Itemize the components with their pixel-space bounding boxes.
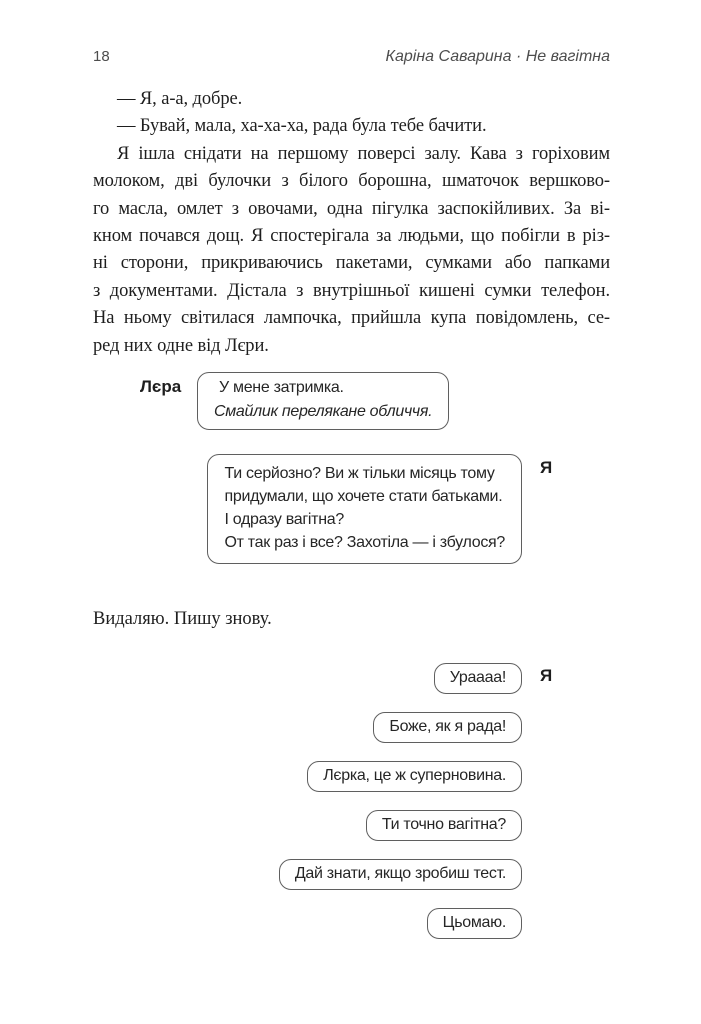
paragraph-line: кном почався дощ. Я спостерігала за людьми, що побігли в різ- [93, 226, 610, 247]
chat-bubble-short [434, 663, 522, 694]
paragraph-line: з документами. Дістала з внутрішньої кишені сумки телефон. [93, 280, 610, 301]
chat-bubble-short [307, 761, 522, 792]
bubble-text-line: І одразу вагітна? [224, 511, 344, 528]
chat-bubble-short [373, 712, 522, 743]
paragraph-line: ред них одне від Лєри. [93, 335, 269, 356]
bubble-text-line: Цьомаю. [442, 914, 506, 931]
chat-sender-label-me: Я [540, 458, 553, 477]
bubble-text-line: Лєрка, це ж суперновина. [323, 767, 506, 784]
bubble-text-line: Ураааа! [449, 669, 506, 686]
chat-bubble-short [279, 859, 522, 890]
chat-message-column [279, 663, 522, 939]
bubble-text-line: Ти серйозно? Ви ж тільки місяць тому [224, 465, 495, 482]
chat-bubble-short [427, 908, 522, 939]
dialogue-line: — Я, а-а, добре. [117, 89, 243, 109]
bubble-text-line: Дай знати, якщо зробиш тест. [294, 865, 506, 882]
chat-bubble-me-reply [207, 454, 522, 564]
bubble-text-line: Боже, як я рада! [389, 718, 506, 735]
bubble-text-line: Ти точно вагітна? [381, 816, 506, 833]
chat-sender-label-me: Я [540, 666, 553, 685]
dialogue-line: — Бувай, мала, ха-ха-ха, рада була тебе бачити. [117, 116, 487, 137]
paragraph-line: На ньому світилася лампочка, прийшла купа повідомлень, се- [93, 308, 610, 329]
running-header: Каріна Саварина · Не вагітна [385, 48, 610, 65]
chat-bubble-lera [197, 372, 449, 430]
narration-line: Видаляю. Пишу знову. [93, 609, 272, 629]
bubble-text-line: Смайлик перелякане обличчя. [214, 403, 433, 420]
chat-bubble-short [366, 810, 522, 841]
bubble-text-line: придумали, що хочете стати батьками. [224, 488, 503, 505]
bubble-text-line: От так раз і все? Захотіла — і збулося? [224, 534, 505, 551]
paragraph-line: молоком, дві булочки з білого борошна, шматочок вершково- [93, 171, 610, 192]
bubble-text-line: У мене затримка. [219, 379, 344, 396]
page-number: 18 [93, 48, 110, 65]
paragraph-line: ні сторони, прикриваючись пакетами, сумками або папками [93, 253, 610, 274]
paragraph-line: Я ішла снідати на першому поверсі залу. Кава з горіховим [117, 143, 610, 164]
chat-sender-label-lera: Лєра [140, 377, 182, 396]
body-text [93, 86, 610, 360]
paragraph-line: го масла, омлет з овочами, одна пігулка заспокійливих. За ві- [93, 198, 610, 219]
